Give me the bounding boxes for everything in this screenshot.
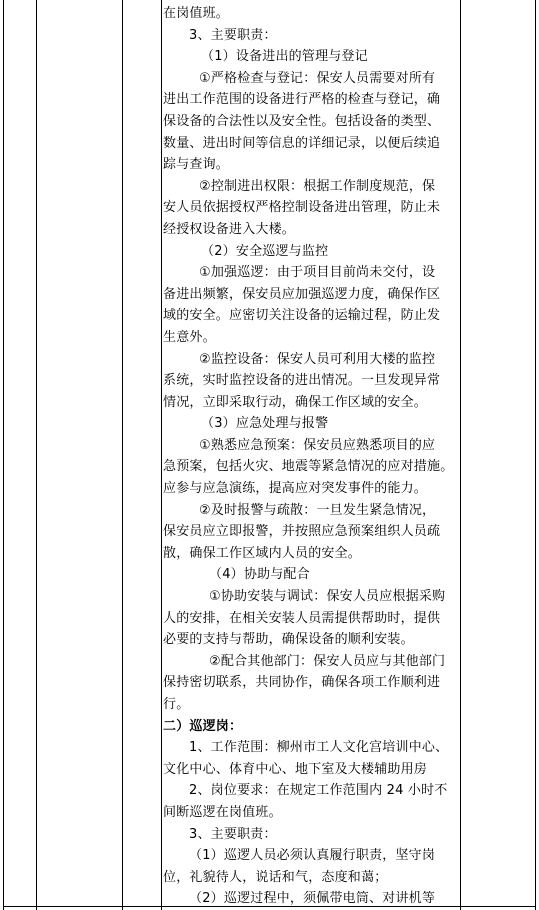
text-line: 经授权设备进入大楼。 xyxy=(163,221,296,237)
duty-description-cell xyxy=(163,3,457,910)
text-line: 进出工作范围的设备进行严格的检查与登记，确 xyxy=(163,92,441,108)
text-line: 保安员应立即报警，并按照应急预案组织人员疏 xyxy=(163,524,441,540)
table-border-right xyxy=(535,0,536,910)
text-line: （2）安全巡逻与监控 xyxy=(201,243,329,259)
text-line: ②控制进出权限：根据工作制度规范，保 xyxy=(199,178,436,194)
text-line: 情况，立即采取行动，确保工作区域的安全。 xyxy=(163,394,428,410)
text-line: 散，确保工作区域内人员的安全。 xyxy=(163,545,362,561)
text-line: 数量、进出时间等信息的详细记录，以便后续追 xyxy=(163,135,441,151)
text-line: 2、岗位要求：在规定工作范围内 24 小时不 xyxy=(189,783,448,799)
table-border-col3 xyxy=(161,0,162,910)
text-line: 1、工作范围：柳州市工人文化宫培训中心、 xyxy=(189,740,449,756)
text-line: 人的安排，在相关安装人员需提供帮助时，提供 xyxy=(163,610,441,626)
text-line: ①协助安装与调试：保安人员应根据采购 xyxy=(209,589,446,605)
text-line: 安人员依据授权严格控制设备进出管理，防止未 xyxy=(163,200,441,216)
text-line: 保设备的合法性以及安全性。包括设备的类型、 xyxy=(163,113,441,129)
text-line: 3、主要职责： xyxy=(189,826,277,842)
table-border-col1 xyxy=(36,0,37,910)
table-border-col2 xyxy=(122,0,123,910)
text-line: 备进出频繁，保安员应加强巡逻力度，确保作区 xyxy=(163,286,441,302)
text-line: 在岗值班。 xyxy=(163,6,230,21)
text-line: 3、主要职责： xyxy=(189,27,277,43)
text-line: ①严格检查与登记：保安人员需要对所有 xyxy=(199,70,436,86)
text-line: （4）协助与配合 xyxy=(209,567,310,583)
text-line: 域的安全。应密切关注设备的运输过程，防止发 xyxy=(163,308,441,324)
text-line: 系统，实时监控设备的进出情况。一旦发现异常 xyxy=(163,373,441,389)
text-line: 急预案，包括火灾、地震等紧急情况的应对措施。 xyxy=(163,459,454,475)
text-line: （3）应急处理与报警 xyxy=(201,416,329,432)
text-line: 位，礼貌待人，说话和气，态度和蔼； xyxy=(163,869,388,885)
text-line: （2）巡逻过程中，须佩带电筒、对讲机等 xyxy=(189,891,436,907)
text-line: ①加强巡逻：由于项目目前尚未交付，设 xyxy=(199,265,436,281)
text-line: 行。 xyxy=(163,697,190,712)
text-line: （1）巡逻人员必须认真履行职责，坚守岗 xyxy=(189,848,436,864)
text-line: 生意外。 xyxy=(163,329,216,345)
table-border-col4 xyxy=(460,0,461,910)
text-line: 必要的支持与帮助，确保设备的顺利安装。 xyxy=(163,632,414,648)
text-line: 应参与应急演练，提高应对突发事件的能力。 xyxy=(163,481,428,497)
text-line: 踪与查询。 xyxy=(163,157,230,173)
text-line: （1）设备进出的管理与登记 xyxy=(201,49,368,65)
text-line: 间断巡逻在岗值班。 xyxy=(163,804,282,820)
text-line: ②监控设备：保安人员可利用大楼的监控 xyxy=(199,351,436,367)
text-line: ①熟悉应急预案：保安员应熟悉项目的应 xyxy=(199,437,436,453)
table-border-left xyxy=(3,0,4,910)
text-line: 文化中心、体育中心、地下室及大楼辅助用房 xyxy=(163,761,428,777)
text-line: 保持密切联系，共同协作，确保各项工作顺利进 xyxy=(163,675,441,691)
text-line: ②配合其他部门：保安人员应与其他部门 xyxy=(209,653,446,669)
text-line: ②及时报警与疏散：一旦发生紧急情况， xyxy=(199,502,436,518)
text-line: 二）巡逻岗： xyxy=(163,718,243,734)
